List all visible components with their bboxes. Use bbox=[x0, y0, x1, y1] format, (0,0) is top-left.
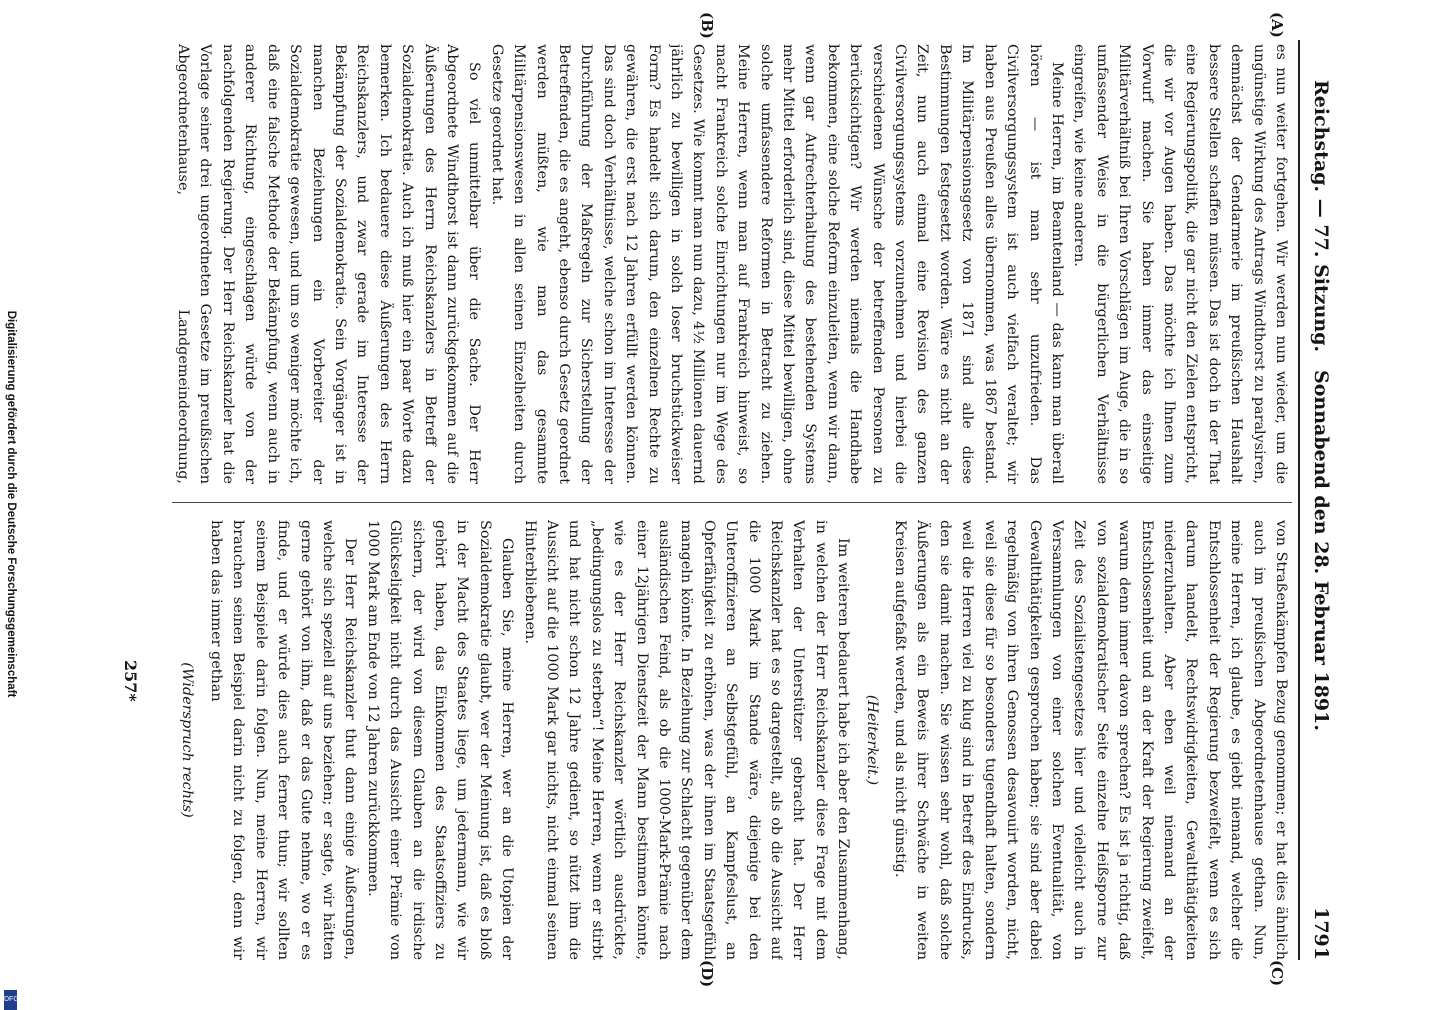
digitization-credit-text: Digitalisierung gefördert durch die Deutsche Forschungsgemeinschaft bbox=[5, 310, 17, 698]
paragraph: Glauben Sie, meine Herren, wer an die Utopien der Sozialdemokratie glaubt, wer der Meinung ist, daß es bloß in der Macht des Staates liege, um jedermann, wie wir gehört haben, das Einkommen des Staatsoffiziers zu sichern, der wird von diesem Glauben an die irdische Glückseligkeit nicht durch das Aussicht einer Prämie von 1000 Mark am Ende von 12 Jahren zurückkommen. bbox=[364, 520, 516, 960]
margin-letter-d: (D) bbox=[698, 960, 716, 988]
paragraph: von Straßenkämpfen Bezug genommen; er hat dies ähnlich auch im preußischen Abgeordnetenhause gethan. Nun, meine Herren, ich glaube, es giebt niemand, welcher die Entschlossenheit der Regierung bezweifelt, wenn es sich darum handelt, Rechtswidrigkeiten, Gewaltthätigkeiten niederzuhalten. Aber eben weil niemand an der Entschlossenheit und an der Kraft der Regierung zweifelt, warum denn immer davon sprechen? Es ist ja richtig, daß von sozialdemokratischer Seite einzelne Heißsporne zur Zeit des Sozialistengesetzes hier und vielleicht auch in Versammlungen von einer solchen Eventualität, von Gewaltthätigkeiten gesprochen haben; sie sind aber dabei regelmäßig von ihren Genossen desavouirt worden, nicht, weil sie diese für so besonders tugendhaft halten, sondern weil die Herren viel zu klug sind in Betreff des Eindrucks, den sie damit machen. Sie wissen sehr wohl, daß solche Äußerungen als ein Beweis ihrer Schwäche in weiten Kreisen aufgefaßt werden, und als nicht günstig. bbox=[892, 520, 1289, 960]
paragraph: es nun weiter fortgehen. Wir werden nun wieder, um die ungünstige Wirkung des Antrags Windthorst zu paralysiren, demnächst der Gendarmerie im preußischen Haushalt bessere Stellen schaffen müssen. Das ist doch in der That eine Regierungspolitik, die gar nicht den Zielen entspricht, die wir vor Augen haben. Das möchte ich Ihnen zum Vorwurf machen. Sie haben immer das einseitige Militärverhältniß bei Ihren Vorschlägen im Auge, die in so umfassender Weise in die bürgerlichen Verhältnisse eingreifen, wie keine anderen. bbox=[1071, 44, 1289, 484]
margin-letter-b: (B) bbox=[698, 12, 716, 39]
margin-letter-a: (A) bbox=[1268, 12, 1286, 38]
paragraph: Meine Herren, im Beamtenland — das kann man überall hören — ist man sehr unzufrieden. Das Civilversorgungssystem ist auch vielfach veraltet; wir haben aus Preußen alles übernommen, was 1867 bestand. Im Militärpensionsgesetz von 1871 sind alle diese Bestimmungen festgesetzt worden. Wäre es nicht an der Zeit, nun auch einmal eine Revision des ganzen Civilversorgungssystems vorzunehmen und hierbei die verschiedenen Wünsche der betreffenden Personen zu berücksichtigen? Wir werden niemals die Handhabe bekommen, eine solche Reform einzuleiten, wenn wir dann, wenn gar Aufrechterhaltung des bestehenden Systems mehr Mittel erforderlich sind, diese Mittel bewilligen, ohne solche umfassendere Reformen in Betracht zu ziehen. Meine Herren, wenn man auf Frankreich hinweist, so macht Frankreich solche Einrichtungen nur im Wege des Gesetzes. Wie kommt man nun dazu, 4½ Millionen dauernd jährlich zu bewilligen in solch loser bruchstückweiser Form? Es handelt sich darum, den einzelnen Rechte zu gewähren, die erst nach 12 Jahren erfüllt werden können. Das sind doch Verhältnisse, welche schon im Interesse der Durchführung der Maßregeln zur Sicherstellung der Betreffenden, die es angeht, ebenso durch Gesetz geordnet werden müßten, wie man das gesammte Militärpensionswesen in allen seinen Einzelheiten durch Gesetze geordnet hat. bbox=[488, 44, 1065, 484]
left-column bbox=[172, 44, 1292, 484]
paragraph: Im weiteren bedauert habe ich aber den Zusammenhang, in welchen der Herr Reichskanzler diese Frage mit dem Verhalten der Unterstützer gebracht hat. Der Herr Reichskanzler hat es so dargestellt, als ob die Aussicht auf die 1000 Mark im Stande wäre, diejenige bei den Unteroffizieren an Selbstgefühl, an Kampfeslust, an Opferfähigkeit zu erhöhen, was der ihnen im Staatsgefühl mangeln könnte. In Beziehung zur Schlacht gegenüber dem ausländischen Feind, als ob die 1000-Mark-Prämie nach einer 12jährigen Dienstzeit der Mann bestimmen könnte, wie es der Herr Reichskanzler wörtlich ausdrückte, „bedingungslos zu sterben“! Meine Herren, wenn er stirbt und hat nicht schon 12 Jahre gedient, so nützt ihm die Aussicht auf die 1000 Mark gar nichts, nicht einmal seinen Hinterbliebenen. bbox=[521, 520, 852, 960]
document-page bbox=[66, 10, 1366, 990]
header-page-number: 1791 bbox=[1310, 907, 1332, 960]
interjection: (Heiterkeit.) bbox=[863, 694, 880, 786]
column-separator bbox=[172, 502, 1292, 503]
page-header bbox=[1306, 40, 1332, 960]
right-column bbox=[172, 520, 1292, 960]
header-date: Sonnabend den 28. Februar 1891. bbox=[1310, 370, 1332, 731]
header-rule bbox=[1298, 40, 1300, 960]
dfg-logo: DFG bbox=[4, 990, 17, 1010]
footer-page-mark: 257* bbox=[121, 660, 140, 702]
paragraph: Der Herr Reichskanzler thut dann einige Äußerungen, welche sich speziell auf uns beziehen; er sagte, wir hätten gerne gehört von ihm, daß er das Gute nehme, wo er es finde, und er würde dies auch ferner thun; wir sollten seinem Beispiele darin folgen. Nun, meine Herren, wir brauchen seinen Beispiel darin nicht zu folgen, denn wir haben das immer gethan bbox=[207, 520, 359, 960]
margin-letter-c: (C) bbox=[1268, 960, 1286, 987]
paragraph: So viel unmittelbar über die Sache. Der Herr Abgeordnete Windthorst ist dann zurückgekommen auf die Äußerungen des Herrn Reichskanzlers in Betreff der Sozialdemokratie. Auch ich muß hier ein paar Worte dazu bemerken. Ich bedauere diese Äußerungen des Herrn Reichskanzlers, und zwar gerade im Interesse der Bekämpfung der Sozialdemokratie. Sein Vorgänger ist in manchen Beziehungen ein Vorbereiter der Sozialdemokratie gewesen, und um so weniger möchte ich, daß eine falsche Methode der Bekämpfung, wenn auch in anderer Richtung, eingeschlagen würde von der nachfolgenden Regierung. Der Herr Reichskanzler hat die Vorlage seiner drei ungeordneten Gesetze im preußischen Abgeordnetenhause, Landgemeindeordnung, bbox=[175, 44, 483, 484]
digitization-credit-strip bbox=[2, 22, 20, 1003]
interjection: (Widerspruch rechts) bbox=[179, 662, 196, 818]
header-session: Reichstag. — 77. Sitzung. bbox=[1310, 80, 1332, 353]
